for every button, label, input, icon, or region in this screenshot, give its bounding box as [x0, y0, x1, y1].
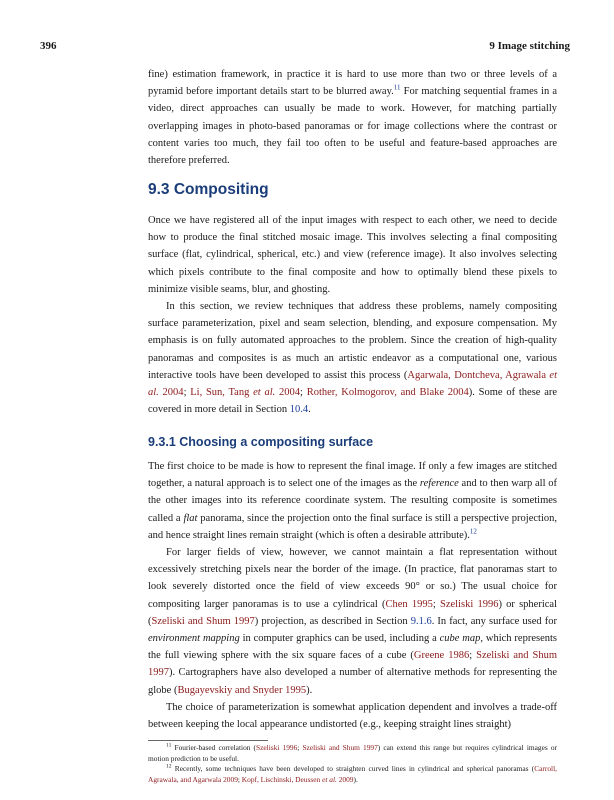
paragraph-2: In this section, we review techniques that address these problems, namely compositing surface parameterization, pixel and seam selection, blending, and exposure compensation. My emphasis is on fully automated approaches to the problem. Since the creation of high-quality panoramas and composites is as much an artistic endeavor as a computational one, various interactive tools have been developed to assist this process (Agarwala, Dontcheva, Agrawala et al. 2004; Li, Sun, Tang et al. 2004; Rother, Kolmogorov, and Blake 2004). Some of these are covered in more detail in Section 10.4.	[148, 301, 558, 416]
footnote-citation-carroll-2009[interactable]: Carroll, Agrawala, and Agarwala 2009	[148, 764, 557, 784]
citation-szeliski-shum-1997[interactable]: Szeliski and Shum 1997	[151, 615, 255, 627]
footnote-divider	[148, 740, 268, 741]
subsection-heading: 9.3.1 Choosing a compositing surface	[148, 435, 374, 449]
subsection-body	[148, 458, 557, 733]
footnote-12: $^{12}$ Recently, some techniques have been developed to straighten curved lines in cylindrical and spherical panoramas (Carroll, Agrawala, and Agarwala 2009; Kopf, Lischinski, Deussen et al. 2009).	[148, 763, 557, 784]
citation-rother-2004[interactable]: Rother, Kolmogorov, and Blake 2004	[306, 387, 469, 399]
citation-greene-1986[interactable]: Greene 1986	[413, 650, 470, 662]
citation-agarwala-2004[interactable]: Agarwala, Dontcheva, Agrawala et al. 2004	[148, 369, 557, 399]
paragraph-4: For larger fields of view, however, we cannot maintain a flat representation without excessively stretching pixels near the border of the image. (In practice, flat panoramas start to look severely distorted once the field of view exceeds 90° or so.) The usual choice for compositing larger panoramas is to use a cylindrical (Chen 1995; Szeliski 1996) or spherical (Szeliski and Shum 1997) projection, as described in Section 9.1.6. In fact, any surface used for environment mapping in computer graphics can be used, including a cube map, which represents the full viewing sphere with the six square faces of a cube (Greene 1986; Szeliski and Shum 1997). Cartographers have also developed a number of alternative methods for representing the globe (Bugayevskiy and Snyder 1995).	[148, 547, 557, 696]
chapter-title: 9 Image stitching	[489, 40, 570, 52]
footnote-citation-szeliski-1996[interactable]: Szeliski 1996	[256, 743, 298, 752]
footnotes	[148, 743, 557, 785]
paragraph-3: The first choice to be made is how to represent the final image. If only a few images are stitched together, a natural approach is to select one of the images as the reference and to then warp all of the other images into its reference coordinate system. The resulting composite is sometimes called a flat panorama, since the projection onto the final surface is still a perspective projection, and hence straight lines remain straight (which is often a desirable attribute).$^{12}$	[148, 461, 557, 541]
footnote-citation-szeliski-shum-1997[interactable]: Szeliski and Shum 1997	[302, 743, 378, 752]
citation-szeliski-shum-1997-b[interactable]: Szeliski and Shum 1997	[148, 650, 557, 679]
citation-chen-1995[interactable]: Chen 1995	[385, 598, 433, 610]
section-body	[148, 212, 557, 418]
section-link-10-4[interactable]: 10.4	[289, 404, 309, 416]
intro-paragraph: fine) estimation framework, in practice it is hard to use more than two or three levels of a pyramid before important details start to be blurred away.$^{11}$ For matching sequential frames in a video, direct approaches can usually be made to work. However, for matching partially overlapping images in photo-based panoramas or for image collections where the contrast or content varies too much, they fail too often to be useful and feature-based approaches are therefore preferred.	[148, 69, 557, 167]
footnote-ref-11[interactable]: 11	[393, 83, 401, 92]
citation-szeliski-1996[interactable]: Szeliski 1996	[440, 598, 499, 610]
footnote-11: $^{11}$ Fourier-based correlation (Szeliski 1996; Szeliski and Shum 1997) can extend this range but requires cylindrical images or motion prediction to be useful.	[148, 742, 557, 763]
section-heading: 9.3 Compositing	[148, 181, 269, 198]
section-link-9-1-6[interactable]: 9.1.6	[410, 615, 432, 627]
running-header	[40, 40, 570, 52]
page-number: 396	[40, 40, 57, 52]
paragraph-1: Once we have registered all of the input images with respect to each other, we need to decide how to produce the final stitched mosaic image. This involves selecting a final compositing surface (flat, cylindrical, spherical, etc.) and view (reference image). It also involves selecting which pixels contribute to the final composite and how to optimally blend these pixels to minimize visible seams, blur, and ghosting.	[148, 215, 557, 295]
footnote-ref-12[interactable]: 12	[469, 527, 477, 536]
citation-li-2004[interactable]: Li, Sun, Tang et al. 2004	[190, 387, 301, 399]
paragraph-5: The choice of parameterization is somewhat application dependent and involves a trade-off between keeping the local appearance undistorted (e.g., keeping straight lines straight)	[148, 701, 557, 731]
citation-bugayevskiy-1995[interactable]: Bugayevskiy and Snyder 1995	[177, 684, 307, 696]
footnote-citation-kopf-2009[interactable]: Kopf, Lischinski, Deussen et al. 2009	[241, 774, 354, 784]
